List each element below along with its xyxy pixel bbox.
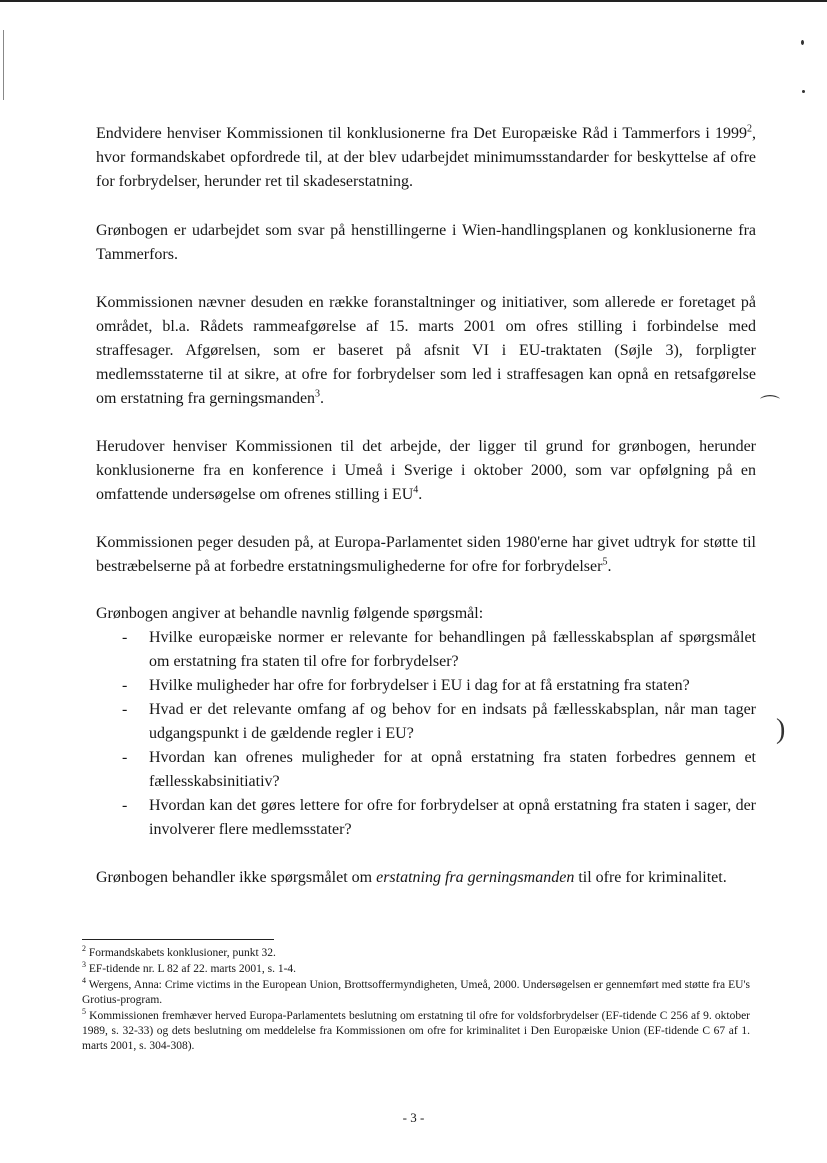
paragraph-tammerfors: Endvidere henviser Kommissionen til konklusionerne fra Det Europæiske Råd i Tammerfors i 1999$^2$, hvor formandskabet opfordrede til, at der blev udarbejdet minimumsstandarder for beskyttelse af ofre for forbrydelser, herunder ret til skadeserstatning.: [96, 123, 756, 190]
questions-list: [96, 626, 756, 842]
paragraph-parliament: Kommissionen peger desuden på, at Europa-Parlamentet siden 1980'erne har givet udtryk for støtte til bestræbelserne på at forbedre erstatningsmulighederne for ofre for forbrydelser$^5$.: [96, 534, 756, 575]
page-number: - 3 -: [402, 1110, 425, 1125]
scan-speck: [801, 40, 804, 45]
list-item: - Hvordan kan ofrenes muligheder for at opnå erstatning fra staten forbedres gennem et fællesskabsinitiativ?: [122, 749, 756, 790]
footnote-3: $^3$ EF-tidende nr. L 82 af 22. marts 2001, s. 1-4.: [82, 960, 297, 975]
footnote-separator: [82, 939, 274, 940]
footnote-2: $^2$ Formandskabets konklusioner, punkt 32.: [82, 944, 276, 959]
paragraph-umea: Herudover henviser Kommissionen til det arbejde, der ligger til grund for grønbogen, herunder konklusionerne fra en konference i Umeå i Sverige i oktober 2000, som var opfølgning på en omfattende undersøgelse om ofrenes stilling i $EU^4$.: [96, 438, 756, 503]
questions-lead: Grønbogen angiver at behandle navnlig følgende spørgsmål:: [96, 605, 484, 622]
list-item: - Hvilke muligheder har ofre for forbrydelser i EU i dag for at få erstatning fra staten?: [122, 677, 690, 694]
footnote-ref-5: 5: [602, 556, 608, 568]
list-item: - Hvordan kan det gøres lettere for ofre for forbrydelser at opnå erstatning fra staten i sager, der involverer flere medlemsstater?: [122, 797, 756, 838]
footnote-ref-4: 4: [413, 484, 419, 496]
footnote-ref-2: 2: [747, 123, 752, 135]
paragraph-not-covered: Grønbogen behandler ikke spørgsmålet om erstatning fra gerningsmanden til ofre for kriminalitet.: [96, 869, 727, 886]
footnote-5: $^5$ Kommissionen fremhæver herved Europa-Parlamentets beslutning om erstatning til ofre for voldsforbrydelser (EF-tidende C 256 af 9. oktober 1989, s. 32-33) og dets beslutning om meddelelse fra Kommissionen om ofre for kriminalitet i Den Europæiske Union (EF-tidende C 67 af 1. marts 2001, s. 304-308).: [82, 1007, 750, 1052]
footnote-4: $^4$ Wergens, Anna: Crime victims in the European Union, Brottsoffermyndigheten, Umeå, 2000. Undersøgelsen er gennemført med støtte fra EU's Grotius-program.: [82, 976, 751, 1006]
scan-left-edge-mark: [3, 30, 4, 100]
footnote-ref-3: 3: [315, 388, 321, 400]
margin-hole-mark: ): [776, 714, 786, 745]
scan-speck: [802, 90, 805, 93]
margin-hole-mark: ⌒: [760, 395, 780, 417]
scan-top-border: [0, 0, 827, 2]
list-item: - Hvilke europæiske normer er relevante for behandlingen på fællesskabsplan af spørgsmålet om erstatning fra staten til ofre for forbrydelser?: [122, 629, 756, 670]
paragraph-wien: Grønbogen er udarbejdet som svar på henstillingerne i Wien-handlingsplanen og konklusionerne fra Tammerfors.: [96, 222, 756, 263]
list-item: - Hvad er det relevante omfang af og behov for en indsats på fællesskabsplan, når man tager udgangspunkt i de gældende regler i EU?: [122, 701, 756, 742]
paragraph-initiatives: Kommissionen nævner desuden en række foranstaltninger og initiativer, som allerede er foretaget på området, bl.a. Rådets rammeafgørelse af 15. marts 2001 om ofres stilling i forbindelse med straffesager. Afgørelsen, som er baseret på afsnit VI i EU-traktaten (Søjle 3), forpligter medlemsstaterne til at sikre, at ofre for forbrydelser som led i straffesagen kan opnå en retsafgørelse om erstatning fra gerningsmanden$^3$.: [96, 294, 756, 407]
